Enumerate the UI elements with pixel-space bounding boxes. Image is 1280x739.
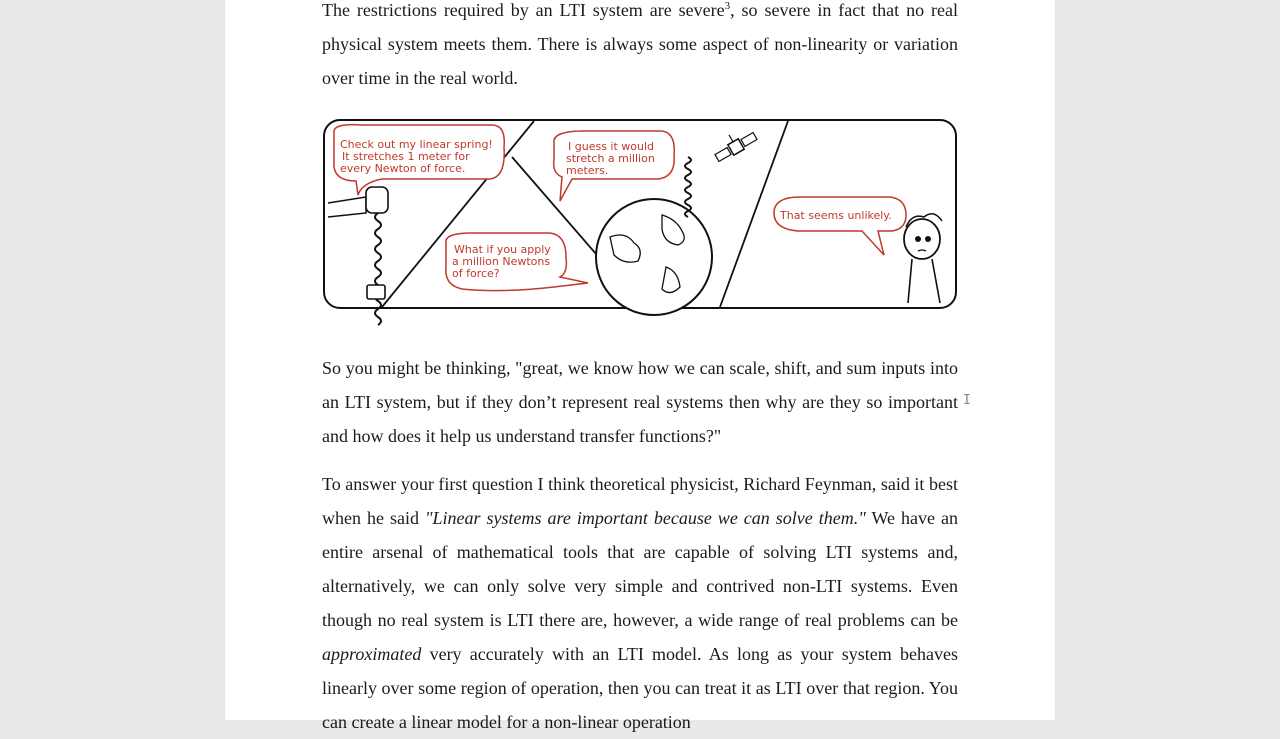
paragraph-text: , so severe in fact that no real physical system meets them. There is always some aspect of non-linearity or variation over time in the real world. xyxy=(322,0,958,88)
footnote-marker[interactable]: 3 xyxy=(724,0,731,12)
bubble-line: Check out my linear spring! xyxy=(340,138,493,151)
bubble-line: What if you apply xyxy=(454,243,551,256)
speech-bubble-4 xyxy=(774,197,906,255)
person-icon xyxy=(904,214,942,303)
paragraph-text: So you might be thinking, "great, we know how we can scale, shift, and sum inputs into an LTI system, but if they don’t represent real systems then why are they so important and how does it help us understand transfer functions?" xyxy=(322,358,958,446)
spring-hand-icon xyxy=(328,187,388,325)
text-cursor-icon: I xyxy=(963,393,971,408)
speech-bubble-1 xyxy=(334,125,504,195)
paragraph-text: very accurately with an LTI model. As long as your system behaves linearly over some region of operation, then you can treat it as LTI over that region. You can create a linear model for a non-linear operation xyxy=(322,644,958,732)
speech-bubble-3 xyxy=(554,131,675,201)
paragraph-restrictions xyxy=(322,0,958,95)
feynman-quote: "Linear systems are important because we can solve them." xyxy=(424,508,866,528)
paragraph-text: We have an entire arsenal of mathematical tools that are capable of solving LTI systems and, alternatively, we can only solve very simple and contrived non-LTI systems. Even though no real system is LTI there are, however, a wide range of real problems can be xyxy=(322,508,958,630)
paragraph-text: The restrictions required by an LTI system are severe xyxy=(322,0,725,20)
emphasis-approximated: approximated xyxy=(322,644,422,664)
bubble-line: stretch a million xyxy=(566,152,655,165)
bubble-line: That seems unlikely. xyxy=(780,209,892,222)
paragraph-feynman xyxy=(322,467,958,739)
comic-illustration xyxy=(322,117,960,311)
bubble-line: meters. xyxy=(566,164,609,177)
bubble-line: It stretches 1 meter for xyxy=(342,150,470,163)
speech-bubble-2 xyxy=(446,233,588,291)
paragraph-thinking xyxy=(322,351,958,453)
paragraph-text: To answer your first question I think theoretical physicist, Richard Feynman, said it best when he said xyxy=(322,474,958,528)
bubble-line: a million Newtons xyxy=(452,255,551,268)
bubble-line: every Newton of force. xyxy=(340,162,466,175)
bubble-line: I guess it would xyxy=(568,140,655,153)
bubble-line: of force? xyxy=(452,267,500,280)
document-page xyxy=(225,0,1055,732)
earth-icon xyxy=(596,199,712,315)
satellite-icon xyxy=(710,124,758,163)
